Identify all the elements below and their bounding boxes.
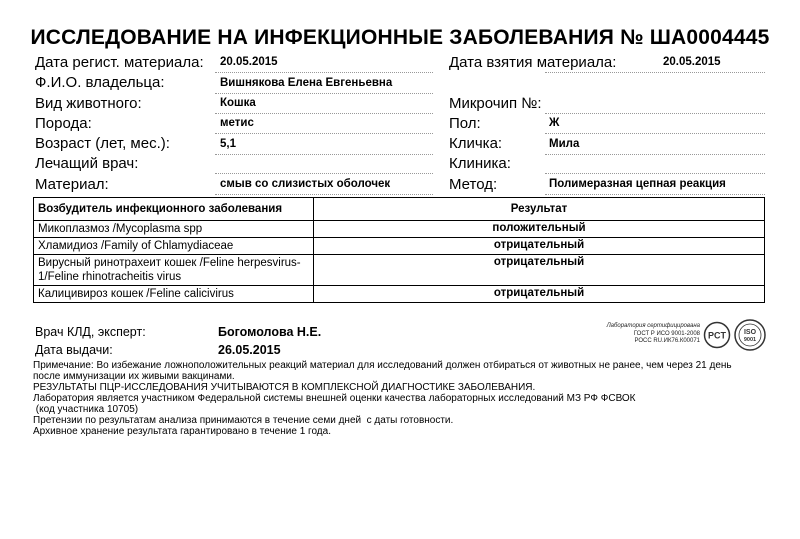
result-cell: отрицательный — [314, 286, 765, 303]
expert-label: Врач КЛД, эксперт: — [35, 325, 146, 339]
result-cell: положительный — [314, 221, 765, 238]
method-value: Полимеразная цепная реакция — [549, 178, 726, 190]
field-underline — [545, 113, 765, 114]
note-line: Примечание: Во избежание ложноположительных реакций материал для исследований должен отбираться от животных не ранее, чем через 21 день после иммунизации их живыми вакцинами. — [33, 360, 735, 382]
field-underline — [215, 133, 433, 134]
field-underline — [545, 173, 765, 174]
sample-date-label: Дата взятия материала: — [449, 54, 617, 71]
sample-date-value: 20.05.2015 — [663, 56, 721, 68]
name-value: Мила — [549, 138, 580, 150]
species-value: Кошка — [220, 97, 256, 109]
svg-text:9001: 9001 — [743, 337, 757, 343]
certification-line: Лаборатория сертифицирована — [606, 323, 700, 329]
svg-text:PCT: PCT — [708, 330, 726, 341]
material-value: смыв со слизистых оболочек — [220, 178, 391, 190]
table-header-row — [34, 198, 765, 221]
result-cell: отрицательный — [314, 255, 765, 286]
species-label: Вид животного: — [35, 95, 142, 112]
note-line: РЕЗУЛЬТАТЫ ПЦР-ИССЛЕДОВАНИЯ УЧИТЫВАЮТСЯ В КОМПЛЕКСНОЙ ДИАГНОСТИКЕ ЗАБОЛЕВАНИЯ. — [33, 382, 536, 393]
pathogen-cell: Вирусный ринотрахеит кошек /Feline herpesvirus-1/Feline rhinotracheitis virus — [34, 255, 314, 286]
result-column-header: Результат — [314, 198, 765, 221]
age-label: Возраст (лет, мес.): — [35, 135, 170, 152]
certification-line: РОСС RU.ИК76.К00071 — [634, 338, 700, 344]
field-underline — [215, 93, 433, 94]
certification-text — [560, 323, 700, 346]
iso-certification-icon — [734, 319, 766, 351]
field-underline — [545, 194, 765, 195]
material-label: Материал: — [35, 176, 109, 193]
field-underline — [215, 154, 433, 155]
document-title: ИССЛЕДОВАНИЕ НА ИНФЕКЦИОННЫЕ ЗАБОЛЕВАНИЯ № ША0004445 — [30, 26, 770, 49]
breed-label: Порода: — [35, 115, 92, 132]
svg-text:ISO: ISO — [743, 329, 757, 336]
pathogen-column-header: Возбудитель инфекционного заболевания — [34, 198, 314, 221]
notes-block — [33, 360, 753, 437]
field-underline — [545, 154, 765, 155]
reg-date-label: Дата регист. материала: — [35, 54, 204, 71]
reg-date-value: 20.05.2015 — [220, 56, 278, 68]
chip-label: Микрочип №: — [449, 95, 542, 112]
method-label: Метод: — [449, 176, 498, 193]
note-line: Архивное хранение результата гарантировано в течение 1 года. — [33, 426, 331, 437]
field-underline — [215, 173, 433, 174]
note-line: Лаборатория является участником Федеральной системы внешней оценки качества лабораторных исследований МЗ РФ ФСВОК — [33, 393, 636, 404]
expert-value: Богомолова Н.Е. — [218, 325, 322, 339]
note-line: (код участника 10705) — [33, 404, 139, 415]
owner-label: Ф.И.О. владельца: — [35, 74, 165, 91]
pathogen-cell: Калицивироз кошек /Feline calicivirus — [34, 286, 314, 303]
clinic-label: Клиника: — [449, 155, 511, 172]
breed-value: метис — [220, 117, 254, 129]
sex-label: Пол: — [449, 115, 481, 132]
issue-date-label: Дата выдачи: — [35, 343, 113, 357]
field-underline — [215, 194, 433, 195]
pct-certification-icon — [703, 321, 731, 349]
field-underline — [215, 113, 433, 114]
doctor-label: Лечащий врач: — [35, 155, 139, 172]
field-underline — [215, 72, 433, 73]
field-underline — [545, 133, 765, 134]
table-row — [34, 221, 765, 238]
age-value: 5,1 — [220, 138, 236, 150]
pathogen-cell: Хламидиоз /Family of Chlamydiaceae — [34, 238, 314, 255]
owner-value: Вишнякова Елена Евгеньевна — [220, 77, 393, 89]
certification-line: ГОСТ Р ИСО 9001-2008 — [633, 330, 700, 337]
note-line: Претензии по результатам анализа принимаются в течение семи дней с даты готовности. — [33, 415, 454, 426]
table-row — [34, 286, 765, 303]
sex-value: Ж — [549, 117, 560, 129]
table-row — [34, 238, 765, 255]
name-label: Кличка: — [449, 135, 503, 152]
field-underline — [545, 72, 765, 73]
table-row — [34, 255, 765, 286]
pathogen-cell: Микоплазмоз /Mycoplasma spp — [34, 221, 314, 238]
issue-date-value: 26.05.2015 — [218, 343, 281, 357]
result-cell: отрицательный — [314, 238, 765, 255]
results-table — [33, 197, 765, 303]
